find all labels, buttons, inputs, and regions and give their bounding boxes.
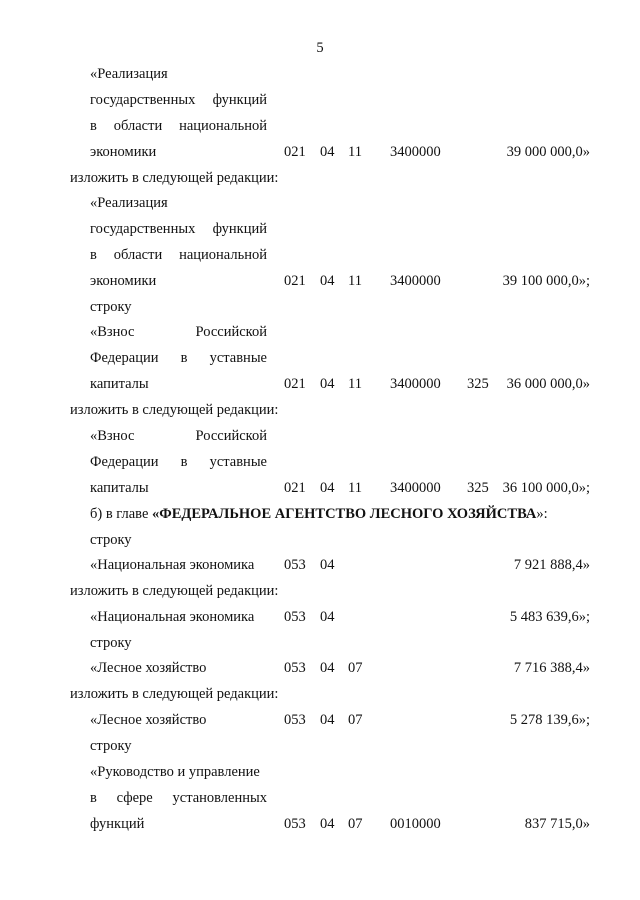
- row-description-line: «Взнос Российской: [90, 428, 267, 444]
- amount: 36 000 000,0»: [506, 376, 590, 392]
- ministry-code: 021: [284, 144, 306, 160]
- subsection-code: 11: [348, 480, 362, 496]
- ministry-code: 021: [284, 480, 306, 496]
- section-code: 04: [320, 712, 335, 728]
- section-code: 04: [320, 816, 335, 832]
- row-description-line: «Руководство и управление: [90, 764, 260, 780]
- instruction-text: изложить в следующей редакции:: [70, 686, 279, 702]
- row-description-line: «Национальная экономика: [90, 557, 255, 573]
- row-description-line: в области национальной: [90, 118, 267, 134]
- row-description-line: Федерации в уставные: [90, 350, 267, 366]
- ministry-code: 021: [284, 273, 306, 289]
- target-article-code: 3400000: [390, 480, 441, 496]
- row-description-line: государственных функций: [90, 221, 267, 237]
- section-code: 04: [320, 609, 335, 625]
- row-description-line: «Взнос Российской: [90, 324, 267, 340]
- row-label: строку: [90, 635, 132, 651]
- subsection-code: 07: [348, 712, 363, 728]
- ministry-code: 053: [284, 557, 306, 573]
- chapter-heading: [90, 506, 548, 523]
- row-description-line: государственных функций: [90, 92, 267, 108]
- target-article-code: 3400000: [390, 376, 441, 392]
- chapter-prefix: б) в главе: [90, 506, 153, 522]
- chapter-suffix: »:: [536, 506, 548, 522]
- chapter-title: «ФЕДЕРАЛЬНОЕ АГЕНТСТВО ЛЕСНОГО ХОЗЯЙСТВА: [152, 506, 537, 522]
- subsection-code: 11: [348, 273, 362, 289]
- subsection-code: 11: [348, 144, 362, 160]
- amount: 7 716 388,4»: [513, 660, 590, 676]
- ministry-code: 021: [284, 376, 306, 392]
- amount: 39 100 000,0»;: [502, 273, 590, 289]
- subsection-code: 11: [348, 376, 362, 392]
- amount: 7 921 888,4»: [513, 557, 590, 573]
- expense-type-code: 325: [467, 376, 489, 392]
- row-description-line: «Реализация: [90, 195, 168, 211]
- ministry-code: 053: [284, 609, 306, 625]
- section-code: 04: [320, 480, 335, 496]
- row-description-line: экономики: [90, 144, 157, 160]
- row-description-line: «Национальная экономика: [90, 609, 255, 625]
- amount: 5 278 139,6»;: [509, 712, 590, 728]
- instruction-text: изложить в следующей редакции:: [70, 170, 279, 186]
- expense-type-code: 325: [467, 480, 489, 496]
- ministry-code: 053: [284, 660, 306, 676]
- target-article-code: 3400000: [390, 144, 441, 160]
- row-description-line: «Лесное хозяйство: [90, 660, 207, 676]
- ministry-code: 053: [284, 816, 306, 832]
- section-code: 04: [320, 660, 335, 676]
- section-code: 04: [320, 144, 335, 160]
- row-description-line: «Реализация: [90, 66, 168, 82]
- target-article-code: 0010000: [390, 816, 441, 832]
- ministry-code: 053: [284, 712, 306, 728]
- instruction-text: изложить в следующей редакции:: [70, 583, 279, 599]
- row-description-line: капиталы: [90, 480, 149, 496]
- amount: 36 100 000,0»;: [502, 480, 590, 496]
- amount: 39 000 000,0»: [506, 144, 590, 160]
- amount: 837 715,0»: [524, 816, 590, 832]
- row-label: строку: [90, 299, 132, 315]
- row-description-line: экономики: [90, 273, 157, 289]
- section-code: 04: [320, 557, 335, 573]
- row-description-line: в области национальной: [90, 247, 267, 263]
- section-code: 04: [320, 376, 335, 392]
- page-number: 5: [316, 40, 324, 56]
- row-description-line: Федерации в уставные: [90, 454, 267, 470]
- row-description-line: в сфере установленных: [90, 790, 267, 806]
- amount: 5 483 639,6»;: [509, 609, 590, 625]
- row-description-line: функций: [90, 816, 145, 832]
- row-label: строку: [90, 532, 132, 548]
- subsection-code: 07: [348, 816, 363, 832]
- row-description-line: «Лесное хозяйство: [90, 712, 207, 728]
- section-code: 04: [320, 273, 335, 289]
- target-article-code: 3400000: [390, 273, 441, 289]
- row-description-line: капиталы: [90, 376, 149, 392]
- instruction-text: изложить в следующей редакции:: [70, 402, 279, 418]
- row-label: строку: [90, 738, 132, 754]
- subsection-code: 07: [348, 660, 363, 676]
